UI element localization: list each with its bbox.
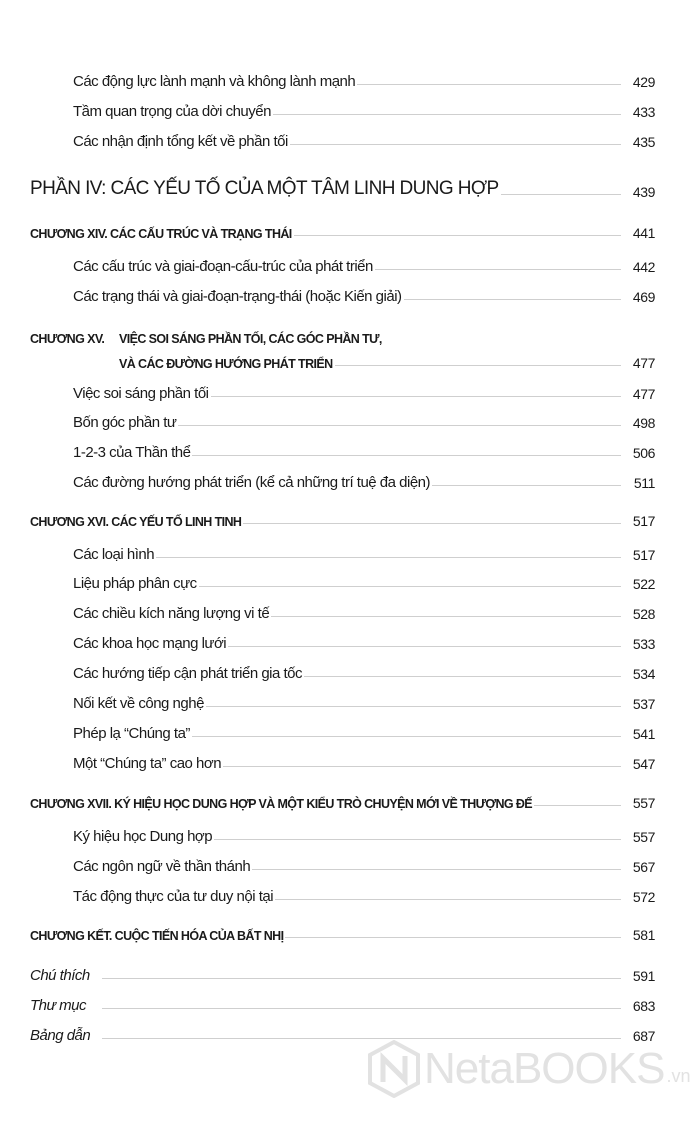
toc-page-number: 572 [632,889,655,905]
dot-leader [228,646,621,647]
toc-page-number: 511 [633,475,655,491]
toc-page-number: 522 [632,576,655,592]
dot-leader [501,194,621,195]
toc-entry-title: Các động lực lành mạnh và không lành mạnh [73,73,356,90]
toc-entry-title [30,332,384,346]
toc-entry-title: Nối kết về công nghệ [73,695,204,712]
toc-part-heading[interactable] [0,172,700,200]
toc-entry-title: Một “Chúng ta” cao hơn [73,755,222,772]
toc-page-number: 517 [632,547,655,563]
toc-entry-title-line2: VÀ CÁC ĐƯỜNG HƯỚNG PHÁT TRIỂN [119,357,333,371]
toc-entry-title-line1: VIỆC SOI SÁNG PHẦN TỐI, CÁC GÓC PHẦN TƯ, [119,332,382,346]
toc-section-entry[interactable] [0,437,700,461]
toc-section-entry[interactable] [0,66,700,90]
toc-entry-title: Các khoa học mạng lưới [73,635,227,652]
toc-page-number: 537 [632,696,655,712]
toc-page-number: 687 [632,1028,655,1044]
toc-section-entry[interactable] [0,748,700,772]
dot-leader [102,978,621,979]
toc-entry-title: Các loại hình [73,546,155,563]
watermark [368,1040,690,1098]
toc-chapter-heading[interactable] [0,322,700,346]
toc-page-number: 534 [632,666,655,682]
dot-leader [271,616,621,617]
toc-backmatter-entry[interactable] [0,960,700,984]
dot-leader [404,299,621,300]
toc-section-entry[interactable] [0,467,700,491]
toc-entry-title: CHƯƠNG XIV. CÁC CẤU TRÚC VÀ TRẠNG THÁI [30,227,292,241]
toc-entry-title: Việc soi sáng phần tối [73,385,209,402]
toc-section-entry[interactable] [0,718,700,742]
dot-leader [102,1008,621,1009]
toc-page-number: 477 [632,355,655,371]
dot-leader [199,586,621,587]
dot-leader [335,365,621,366]
toc-page-number: 441 [632,225,655,241]
netabooks-logo-icon [368,1040,420,1098]
toc-section-entry[interactable] [0,126,700,150]
toc-section-entry[interactable] [0,568,700,592]
dot-leader [192,455,621,456]
toc-section-entry[interactable] [0,378,700,402]
dot-leader [294,235,621,236]
toc-entry-title: Các nhận định tổng kết về phần tối [73,133,288,150]
toc-entry-title: Tầm quan trọng của dời chuyển [73,103,271,120]
toc-page-number: 429 [632,74,655,90]
dot-leader [252,869,621,870]
toc-section-entry[interactable] [0,881,700,905]
toc-chapter-heading-continued[interactable] [0,347,700,371]
toc-entry-title: Các đường hướng phát triển (kể cả những trí tuệ đa diện) [73,474,431,491]
toc-entry-title: Các hướng tiếp cận phát triển gia tốc [73,665,303,682]
toc-entry-title: 1-2-3 của Thần thể [73,444,191,461]
dot-leader [211,396,622,397]
toc-chapter-heading[interactable] [0,787,700,811]
toc-entry-title: Bốn góc phần tư [73,414,177,431]
toc-page-number: 557 [632,829,655,845]
dot-leader [357,84,621,85]
toc-section-entry[interactable] [0,251,700,275]
toc-section-entry[interactable] [0,821,700,845]
dot-leader [273,114,621,115]
toc-page-number: 469 [632,289,655,305]
dot-leader [156,557,621,558]
dot-leader [285,937,621,938]
toc-section-entry[interactable] [0,598,700,622]
toc-page-number: 591 [632,968,655,984]
toc-entry-title: CHƯƠNG KẾT. CUỘC TIẾN HÓA CỦA BẤT NHỊ [30,929,284,943]
toc-chapter-heading[interactable] [0,505,700,529]
toc-entry-title: Ký hiệu học Dung hợp [73,828,213,845]
dot-leader [223,766,621,767]
toc-page-number: 541 [632,726,655,742]
dot-leader [178,425,621,426]
toc-page-number: 506 [632,445,655,461]
chapter-label: CHƯƠNG XV. [30,332,105,346]
toc-page-number: 683 [632,998,655,1014]
toc-entry-title: Thư mục [30,997,102,1014]
watermark-text: NetaBOOKS [424,1044,665,1093]
toc-section-entry[interactable] [0,407,700,431]
toc-entry-title: CHƯƠNG XVII. KÝ HIỆU HỌC DUNG HỢP VÀ MỘT KIỂU TRÒ CHUYỆN MỚI VỀ THƯỢNG ĐẾ [30,797,533,811]
watermark-suffix: .vn [666,1065,691,1086]
dot-leader [432,485,621,486]
dot-leader [214,839,621,840]
toc-entry-title: Các chiều kích năng lượng vi tế [73,605,270,622]
toc-section-entry[interactable] [0,539,700,563]
toc-page-number: 557 [632,795,655,811]
toc-page-number: 581 [632,927,655,943]
toc-section-entry[interactable] [0,851,700,875]
toc-page-number: 547 [632,756,655,772]
toc-section-entry[interactable] [0,96,700,120]
toc-entry-title: Bảng dẫn [30,1027,102,1044]
dot-leader [192,736,621,737]
toc-entry-title: Tác động thực của tư duy nội tại [73,888,274,905]
toc-section-entry[interactable] [0,688,700,712]
toc-entry-title: Các cấu trúc và giai-đoạn-cấu-trúc của phát triển [73,258,373,275]
toc-section-entry[interactable] [0,281,700,305]
toc-entry-title: Phép lạ “Chúng ta” [73,725,190,742]
dot-leader [206,706,621,707]
toc-page-number: 442 [632,259,655,275]
toc-page-number: 439 [632,184,655,200]
toc-page-number: 435 [632,134,655,150]
dot-leader [534,805,621,806]
toc-entry-title: Chú thích [30,967,102,984]
toc-page-number: 528 [632,606,655,622]
toc-chapter-heading[interactable] [0,919,700,943]
toc-entry-title: Các trạng thái và giai-đoạn-trạng-thái (hoặc Kiến giải) [73,288,402,305]
dot-leader [304,676,621,677]
toc-page-number: 433 [632,104,655,120]
toc-page-number: 533 [632,636,655,652]
dot-leader [275,899,621,900]
dot-leader [375,269,621,270]
toc-chapter-heading[interactable] [0,217,700,241]
dot-leader [102,1038,621,1039]
toc-section-entry[interactable] [0,628,700,652]
dot-leader [243,523,621,524]
dot-leader [290,144,621,145]
toc-page-number: 517 [632,513,655,529]
toc-entry-title: CHƯƠNG XVI. CÁC YẾU TỐ LINH TINH [30,515,242,529]
toc-entry-title: Các ngôn ngữ về thần thánh [73,858,251,875]
toc-page-number: 567 [632,859,655,875]
toc-backmatter-entry[interactable] [0,990,700,1014]
toc-entry-title: PHẦN IV: CÁC YẾU TỐ CỦA MỘT TÂM LINH DUNG HỢP [30,178,499,199]
toc-page-number: 477 [632,386,655,402]
toc-page-number: 498 [632,415,655,431]
toc-section-entry[interactable] [0,658,700,682]
toc-entry-title: Liệu pháp phân cực [73,575,197,592]
